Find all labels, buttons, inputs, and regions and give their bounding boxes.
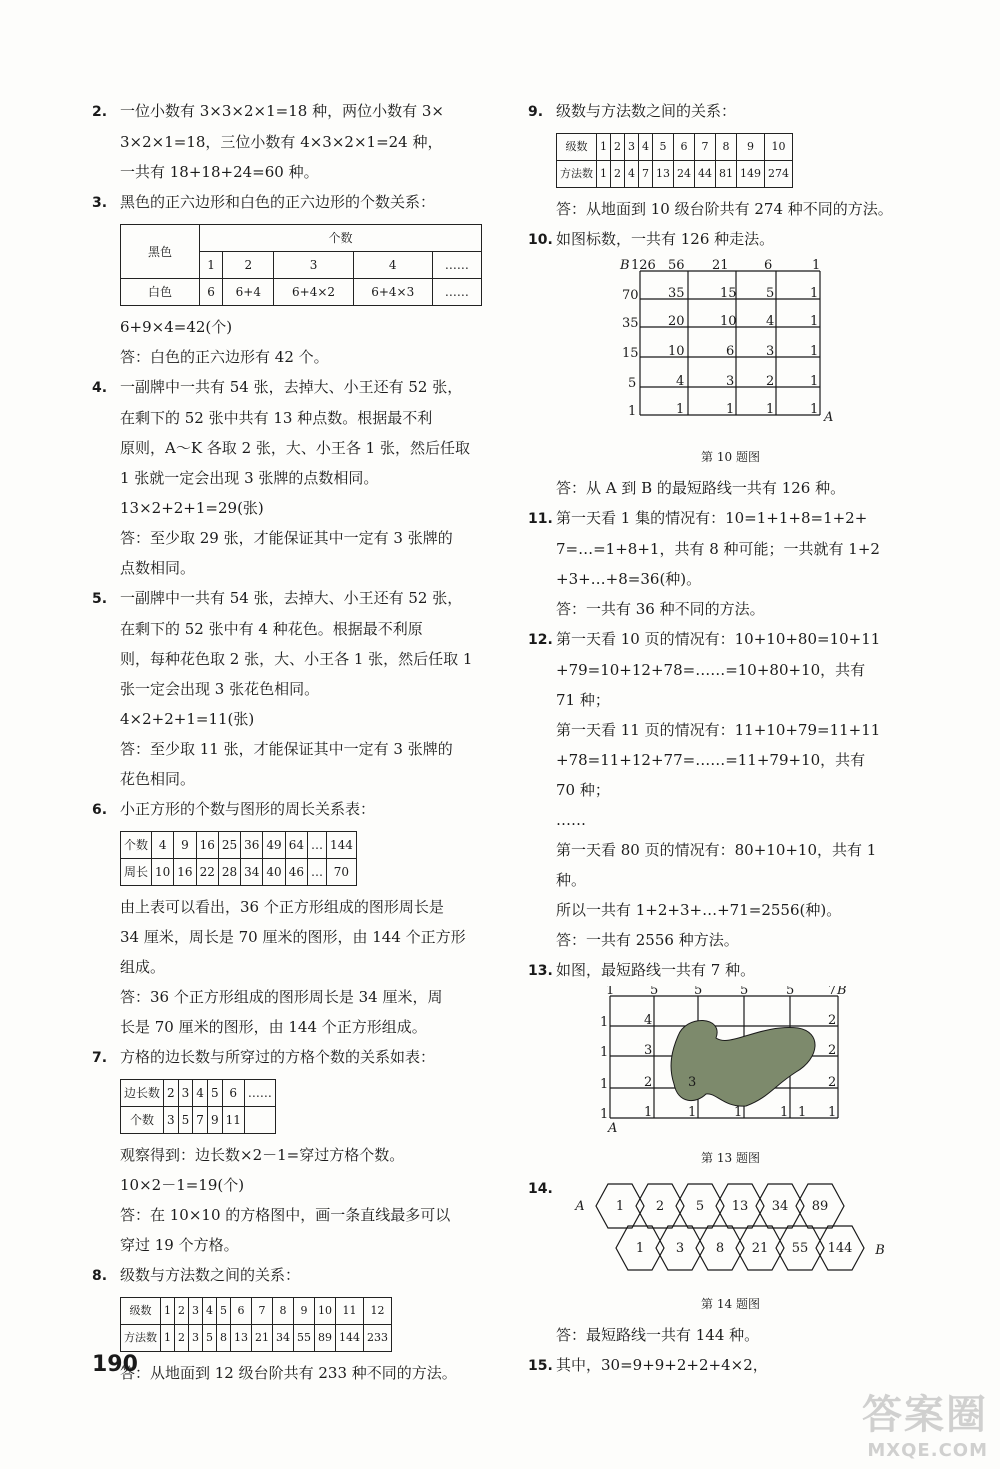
table-cell: 8: [716, 134, 737, 161]
count-label: 70: [622, 288, 639, 303]
count-label: 126: [631, 258, 656, 273]
stairs-table-12: [120, 1297, 392, 1352]
table-cell: 46: [285, 859, 307, 886]
stairs-table-10: [556, 133, 793, 188]
count-label: 10: [720, 314, 737, 329]
text-line: 答：一共有 36 种不同的方法。: [556, 600, 765, 618]
table-header: 个数: [200, 225, 482, 252]
table-cell: 5: [203, 1325, 217, 1352]
text-line: 答：从 A 到 B 的最短路线一共有 126 种。: [556, 479, 846, 497]
table-cell: 9: [294, 1298, 315, 1325]
question-5: [92, 583, 492, 794]
count-label: 3: [675, 1241, 685, 1256]
count-label: 2: [766, 374, 775, 389]
text-line: 34 厘米，周长是 70 厘米的图形，由 144 个正方形: [120, 928, 466, 946]
count-label: 1: [688, 1105, 697, 1120]
count-label: 5: [628, 376, 637, 391]
count-label: 1: [810, 402, 819, 417]
count-label: 21: [712, 258, 729, 273]
count-label: 5: [650, 986, 659, 998]
count-label: 89: [811, 1199, 829, 1214]
table-cell: 16: [174, 859, 196, 886]
table-cell: [244, 1107, 275, 1134]
table-cell: 7: [252, 1298, 273, 1325]
text-line: 13×2+2+1=29(张): [120, 499, 264, 517]
text-line: 种。: [556, 871, 587, 889]
text-line: 70 种；: [556, 781, 610, 799]
text-line: 答：从地面到 10 级台阶共有 274 种不同的方法。: [556, 200, 893, 218]
table-cell: 7: [695, 134, 716, 161]
table-cell: 3: [189, 1325, 203, 1352]
table-header: 黑色: [121, 225, 200, 279]
table-cell: 274: [765, 161, 793, 188]
count-label: 1: [780, 1105, 789, 1120]
table-header: 方法数: [557, 161, 597, 188]
count-label: 21: [751, 1241, 769, 1256]
text-line: 级数与方法数之间的关系：: [556, 102, 737, 120]
question-number: 6.: [92, 802, 108, 818]
text-line: 6+9×4=42(个): [120, 318, 233, 336]
table-cell: 1: [161, 1298, 175, 1325]
count-label: 1: [766, 402, 775, 417]
question-number: 3.: [92, 195, 108, 211]
text-line: 其中，30=9+9+2+2+4×2，: [556, 1356, 768, 1374]
question-number: 11.: [528, 511, 553, 527]
count-label: 2: [828, 1043, 837, 1058]
count-label: 1: [810, 286, 819, 301]
text-line: 答：最短路线一共有 144 种。: [556, 1326, 760, 1344]
table-cell: 5: [653, 134, 674, 161]
count-label: 1: [600, 1077, 609, 1092]
count-label: 2: [828, 1075, 837, 1090]
table-cell: 9: [174, 832, 196, 859]
count-label: 1: [615, 1199, 625, 1214]
text-line: 如图，最短路线一共有 7 种。: [556, 961, 756, 979]
count-label: 6: [764, 258, 773, 273]
table-cell: 11: [222, 1107, 244, 1134]
text-line: 一位小数有 3×3×2×1=18 种，两位小数有 3×: [120, 102, 444, 120]
text-line: 7=…=1+8+1，共有 8 种可能；一共就有 1+2: [556, 540, 880, 558]
text-line: 第一天看 10 页的情况有：10+10+80=10+11: [556, 630, 881, 648]
table-cell: 4: [193, 1080, 208, 1107]
table-cell: 4: [639, 134, 653, 161]
point-a-label: A: [608, 1121, 618, 1136]
table-cell: 6+4: [223, 279, 274, 306]
count-label: 1: [810, 374, 819, 389]
text-line: 级数与方法数之间的关系：: [120, 1266, 301, 1284]
table-cell: 144: [336, 1325, 364, 1352]
question-15: [528, 1350, 933, 1381]
text-line: 组成。: [120, 958, 166, 976]
page-number: 190: [92, 1352, 138, 1377]
figure-caption: 第 13 题图: [701, 1151, 760, 1165]
table-cell: 1: [597, 161, 611, 188]
question-number: 2.: [92, 104, 108, 120]
text-line: +78=11+12+77=……=11+79+10，共有: [556, 751, 866, 769]
table-cell: 28: [218, 859, 240, 886]
table-cell: 7: [193, 1107, 208, 1134]
text-line: 答：从地面到 12 级台阶共有 233 种不同的方法。: [120, 1364, 457, 1382]
table-cell: 40: [263, 859, 285, 886]
table-cell: 3: [274, 252, 353, 279]
table-cell: 4: [203, 1298, 217, 1325]
text-line: 方格的边长数与所穿过的方格个数的关系如表：: [120, 1048, 436, 1066]
table-cell: 2: [223, 252, 274, 279]
table-cell: 149: [737, 161, 765, 188]
question-number: 8.: [92, 1268, 108, 1284]
text-line: 3×2×1=18，三位小数有 4×3×2×1=24 种，: [120, 133, 443, 151]
table-cell: 70: [326, 859, 356, 886]
point-b-label: B: [875, 1243, 885, 1258]
table-cell: 21: [252, 1325, 273, 1352]
text-line: 答：36 个正方形组成的图形周长是 34 厘米，周: [120, 988, 443, 1006]
table-cell: 144: [326, 832, 356, 859]
table-cell: 55: [294, 1325, 315, 1352]
table-cell: 64: [285, 832, 307, 859]
figure-caption: 第 14 题图: [701, 1297, 760, 1311]
table-cell: 1: [161, 1325, 175, 1352]
table-cell: 5: [217, 1298, 231, 1325]
grid-table: [120, 1079, 276, 1134]
question-11: [528, 503, 933, 624]
perimeter-table: [120, 831, 357, 886]
question-number: 10.: [528, 232, 553, 248]
table-cell: 1: [597, 134, 611, 161]
table-cell: 49: [263, 832, 285, 859]
count-label: 4: [644, 1013, 653, 1028]
count-label: 34: [771, 1199, 789, 1214]
table-cell: 4: [353, 252, 432, 279]
text-line: 一共有 18+18+24=60 种。: [120, 163, 319, 181]
table-cell: ……: [432, 252, 481, 279]
watermark-text: 答案圈: [862, 1392, 988, 1438]
table-cell: 44: [695, 161, 716, 188]
grid-path-figure-10: [528, 255, 933, 435]
count-label: 1: [734, 1105, 743, 1120]
count-label: 1: [726, 402, 735, 417]
table-cell: 3: [625, 134, 639, 161]
table-cell: 6+4×3: [353, 279, 432, 306]
text-line: 第一天看 11 页的情况有：11+10+79=11+11: [556, 721, 881, 739]
question-10: [528, 224, 933, 503]
question-number: 7.: [92, 1050, 108, 1066]
table-cell: 7: [639, 161, 653, 188]
table-cell: 34: [241, 859, 263, 886]
point-b-label: B: [620, 258, 630, 273]
count-label: 3: [726, 374, 735, 389]
table-cell: 4: [152, 832, 174, 859]
text-line: 第一天看 80 页的情况有：80+10+10，共有 1: [556, 841, 877, 859]
grid-path-figure-13: [528, 986, 933, 1136]
text-line: 答：一共有 2556 种方法。: [556, 931, 739, 949]
count-label: 1: [600, 1107, 609, 1122]
text-line: 小正方形的个数与图形的周长关系表：: [120, 800, 376, 818]
point-b-label: B: [837, 986, 847, 998]
table-cell: 2: [611, 161, 625, 188]
count-label: 3: [766, 344, 775, 359]
count-label: 1: [606, 986, 615, 998]
table-cell: 9: [207, 1107, 222, 1134]
question-number: 4.: [92, 380, 108, 396]
table-cell: 16: [196, 832, 218, 859]
table-header: 方法数: [121, 1325, 161, 1352]
table-cell: 4: [625, 161, 639, 188]
table-cell: 5: [178, 1107, 193, 1134]
table-cell: 3: [178, 1080, 193, 1107]
question-3: [92, 187, 492, 372]
count-label: 2: [655, 1199, 665, 1214]
count-label: 56: [668, 258, 685, 273]
count-label: 1: [798, 1105, 807, 1120]
count-label: 15: [622, 346, 639, 361]
text-line: 张一定会出现 3 张花色相同。: [120, 680, 320, 698]
table-cell: 36: [241, 832, 263, 859]
text-line: 答：至少取 29 张，才能保证其中一定有 3 张牌的: [120, 529, 453, 547]
table-cell: 10: [765, 134, 793, 161]
obstacle-blob: [671, 1020, 815, 1106]
table-cell: 24: [674, 161, 695, 188]
count-label: 4: [766, 314, 775, 329]
question-8: [92, 1260, 492, 1388]
table-cell: 81: [716, 161, 737, 188]
count-label: 8: [715, 1241, 725, 1256]
count-label: 35: [668, 286, 685, 301]
table-cell: 6: [200, 279, 223, 306]
table-cell: …: [307, 832, 326, 859]
table-cell: ……: [432, 279, 481, 306]
count-label: 4: [676, 374, 685, 389]
text-line: 71 种；: [556, 691, 610, 709]
text-line: 长是 70 厘米的图形，由 144 个正方形组成。: [120, 1018, 427, 1036]
count-label: 1: [812, 258, 821, 273]
count-label: 2: [644, 1075, 653, 1090]
table-cell: 22: [196, 859, 218, 886]
table-cell: 13: [231, 1325, 252, 1352]
text-line: 由上表可以看出，36 个正方形组成的图形周长是: [120, 898, 444, 916]
text-line: +79=10+12+78=……=10+80+10，共有: [556, 661, 866, 679]
text-line: 如图标数，一共有 126 种走法。: [556, 230, 775, 248]
count-label: 5: [694, 986, 703, 998]
question-6: [92, 794, 492, 1042]
count-label: 1: [828, 1105, 837, 1120]
table-cell: 3: [189, 1298, 203, 1325]
count-label: 5: [766, 286, 775, 301]
text-line: 花色相同。: [120, 770, 196, 788]
text-line: 在剩下的 52 张中共有 13 种点数。根据最不利: [120, 409, 433, 427]
point-a-label: A: [575, 1199, 585, 1214]
right-column: [528, 96, 933, 1381]
count-label: 13: [731, 1199, 749, 1214]
table-cell: 10: [152, 859, 174, 886]
table-cell: ……: [244, 1080, 275, 1107]
question-number: 14.: [528, 1181, 553, 1197]
table-cell: 8: [217, 1325, 231, 1352]
table-cell: 5: [207, 1080, 222, 1107]
count-label: 55: [791, 1241, 809, 1256]
watermark-url: MXQE.COM: [867, 1440, 988, 1461]
table-header: 周长: [121, 859, 152, 886]
count-label: 15: [720, 286, 737, 301]
text-line: ……: [556, 811, 586, 829]
text-line: 点数相同。: [120, 559, 196, 577]
count-label: 1: [628, 404, 637, 419]
point-a-label: A: [824, 410, 834, 425]
table-cell: 8: [273, 1298, 294, 1325]
figure-caption: 第 10 题图: [701, 450, 760, 464]
count-label: 1: [600, 1045, 609, 1060]
text-line: 一副牌中一共有 54 张，去掉大、小王还有 52 张，: [120, 378, 463, 396]
table-header: 个数: [121, 832, 152, 859]
count-label: 1: [810, 344, 819, 359]
text-line: 答：在 10×10 的方格图中，画一条直线最多可以: [120, 1206, 451, 1224]
count-label: 5: [740, 986, 749, 998]
text-line: 1 张就一定会出现 3 张牌的点数相同。: [120, 469, 379, 487]
table-cell: 2: [164, 1080, 179, 1107]
table-cell: 34: [273, 1325, 294, 1352]
count-label: 20: [668, 314, 685, 329]
table-cell: 1: [200, 252, 223, 279]
count-label: 3: [644, 1043, 653, 1058]
count-label: 7: [828, 986, 837, 998]
text-line: 在剩下的 52 张中有 4 种花色。根据最不利原: [120, 620, 423, 638]
text-line: 4×2+2+1=11(张): [120, 710, 255, 728]
question-4: [92, 372, 492, 583]
hexagon-path-figure-14: [528, 1174, 933, 1292]
question-number: 15.: [528, 1358, 553, 1374]
text-line: 黑色的正六边形和白色的正六边形的个数关系：: [120, 193, 436, 211]
table-cell: 11: [336, 1298, 364, 1325]
text-line: 则，每种花色取 2 张，大、小王各 1 张，然后任取 1: [120, 650, 473, 668]
table-cell: 2: [611, 134, 625, 161]
question-7: [92, 1042, 492, 1260]
text-line: 一副牌中一共有 54 张，去掉大、小王还有 52 张，: [120, 589, 463, 607]
table-cell: 89: [315, 1325, 336, 1352]
table-cell: 3: [164, 1107, 179, 1134]
table-header: 边长数: [121, 1080, 164, 1107]
table-cell: 2: [175, 1325, 189, 1352]
count-label: 10: [668, 344, 685, 359]
count-label: 1: [810, 314, 819, 329]
text-line: 答：至少取 11 张，才能保证其中一定有 3 张牌的: [120, 740, 453, 758]
count-label: 1: [635, 1241, 645, 1256]
question-number: 9.: [528, 104, 544, 120]
count-label: 144: [827, 1241, 853, 1256]
table-cell: 6+4×2: [274, 279, 353, 306]
table-cell: …: [307, 859, 326, 886]
text-line: 原则，A～K 各取 2 张，大、小王各 1 张，然后任取: [120, 439, 470, 457]
table-header: 级数: [557, 134, 597, 161]
count-label: 5: [695, 1199, 705, 1214]
count-label: 1: [600, 1015, 609, 1030]
count-label: 6: [726, 344, 735, 359]
table-cell: 9: [737, 134, 765, 161]
table-cell: 25: [218, 832, 240, 859]
hexagon-table: [120, 224, 482, 306]
text-line: 第一天看 1 集的情况有：10=1+1+8=1+2+: [556, 509, 868, 527]
question-number: 5.: [92, 591, 108, 607]
text-line: 所以一共有 1+2+3+…+71=2556(种)。: [556, 901, 842, 919]
count-label: 35: [622, 316, 639, 331]
text-line: 10×2－1=19(个): [120, 1176, 245, 1194]
count-label: 1: [644, 1105, 653, 1120]
count-label: 1: [676, 402, 685, 417]
watermark-logo: [862, 1383, 988, 1461]
left-column: [92, 96, 492, 1388]
question-12: [528, 624, 933, 955]
table-cell: 233: [364, 1325, 392, 1352]
count-label: 3: [688, 1075, 697, 1090]
table-cell: 2: [175, 1298, 189, 1325]
question-2: [92, 96, 492, 187]
table-cell: 6: [231, 1298, 252, 1325]
question-14: [528, 1174, 933, 1350]
table-header: 级数: [121, 1298, 161, 1325]
text-line: +3+…+8=36(种)。: [556, 570, 702, 588]
count-label: 5: [786, 986, 795, 998]
question-9: [528, 96, 933, 224]
question-number: 12.: [528, 632, 553, 648]
table-cell: 12: [364, 1298, 392, 1325]
question-number: 13.: [528, 963, 553, 979]
table-header: 个数: [121, 1107, 164, 1134]
table-cell: 6: [222, 1080, 244, 1107]
table-header: 白色: [121, 279, 200, 306]
text-line: 答：白色的正六边形有 42 个。: [120, 348, 329, 366]
table-cell: 13: [653, 161, 674, 188]
table-cell: 10: [315, 1298, 336, 1325]
table-cell: 6: [674, 134, 695, 161]
text-line: 观察得到：边长数×2－1=穿过方格个数。: [120, 1146, 405, 1164]
text-line: 穿过 19 个方格。: [120, 1236, 239, 1254]
count-label: 2: [828, 1013, 837, 1028]
question-13: [528, 955, 933, 1168]
